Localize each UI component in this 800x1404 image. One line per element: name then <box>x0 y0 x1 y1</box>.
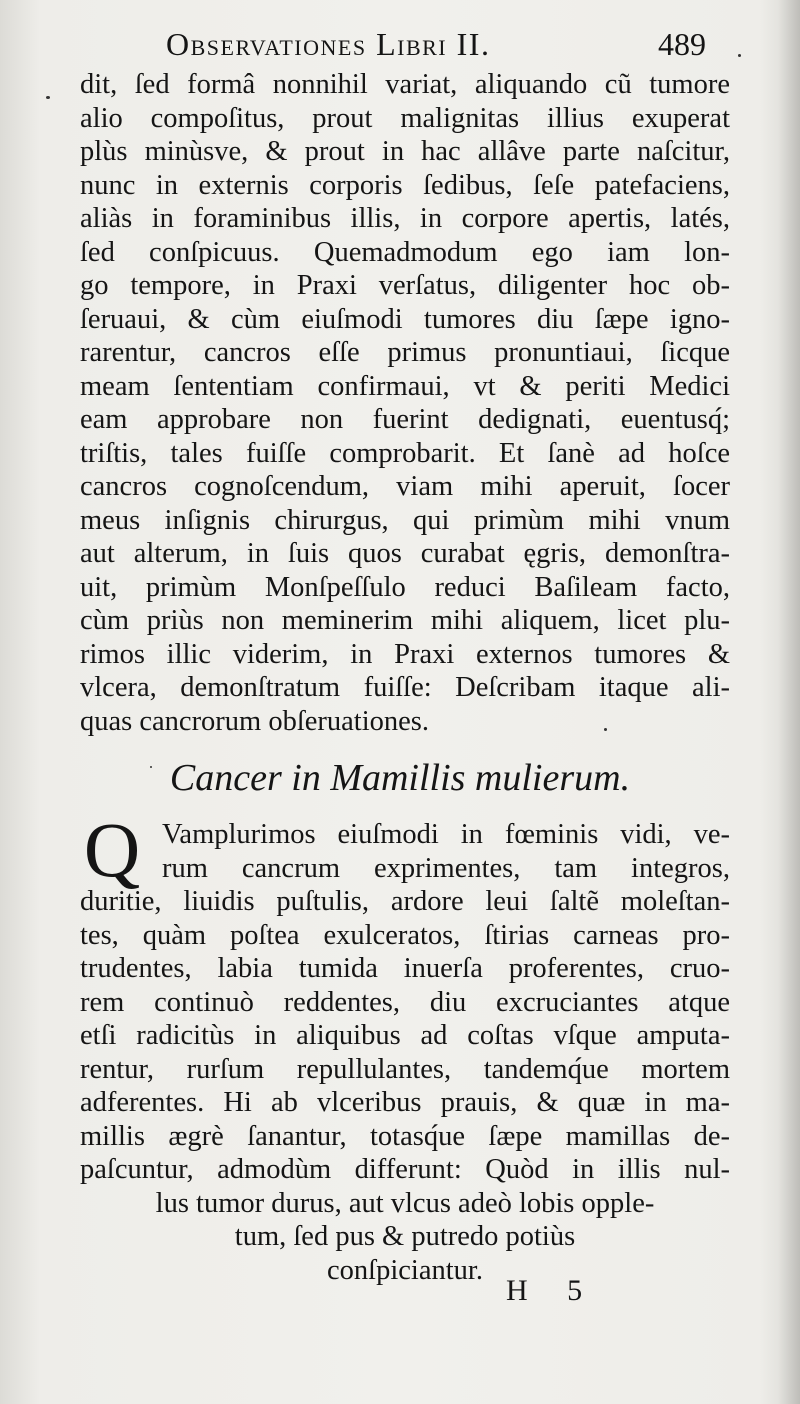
text-line: adferentes. Hi ab vlceribus prauis, & quæ in ma- <box>80 1087 730 1118</box>
text-line-centered: conſpiciantur. <box>327 1254 483 1286</box>
text-line: uit, primùm Monſpeſſulo reduci Baſileam facto, <box>80 571 730 603</box>
signature-letter: H <box>506 1274 528 1307</box>
paragraph-2 <box>80 806 730 1287</box>
text-line: millis ægrè ſanantur, totasq́ue ſæpe mamillas de- <box>80 1120 730 1152</box>
text-line-centered: tum, ſed pus & putredo potiùs <box>234 1221 576 1252</box>
signature-number: 5 <box>567 1274 583 1307</box>
text-line: quas cancrorum obſeruationes. <box>80 705 429 737</box>
page-edge-shadow <box>778 0 800 1404</box>
signature-mark <box>506 1274 582 1308</box>
ink-speck <box>46 96 50 99</box>
text-line: triſtis, tales fuiſſe comprobarit. Et ſanè ad hoſce <box>80 437 730 469</box>
text-line: alio compoſitus, prout malignitas illius exuperat <box>80 102 730 134</box>
text-line: trudentes, labia tumida inuerſa proferentes, cruo- <box>80 953 730 984</box>
paragraph-1 <box>80 68 730 738</box>
text-line: nunc in externis corporis ſedibus, ſeſe patefaciens, <box>80 169 730 201</box>
text-line-centered: lus tumor durus, aut vlcus adeò lobis opple- <box>155 1187 655 1219</box>
text-line: ſed conſpicuus. Quemadmodum ego iam lon- <box>80 236 730 268</box>
text-line: rentur, rurſum repullulantes, tandemq́ue mortem <box>80 1053 730 1085</box>
text-line: meus inſignis chirurgus, qui primùm mihi vnum <box>80 504 730 536</box>
text-line: cancros cognoſcendum, viam mihi aperuit, ſocer <box>80 471 730 502</box>
page-number: 489 <box>658 26 706 62</box>
section-heading: Cancer in Mamillis mulierum. <box>169 757 631 799</box>
ink-speck <box>604 728 607 731</box>
text-line: dit, ſed formâ nonnihil variat, aliquando cũ tumore <box>80 69 730 100</box>
text-line: plùs minùsve, & prout in hac allâve parte naſcitur, <box>80 136 730 167</box>
text-line: aliàs in foraminibus illis, in corpore apertis, latés, <box>80 203 730 234</box>
text-line: go tempore, in Praxi verſatus, diligenter hoc ob- <box>80 270 730 301</box>
text-line: vlcera, demonſtratum fuiſſe: Deſcribam itaque ali- <box>80 672 730 703</box>
page-header <box>0 22 800 66</box>
text-line: meam ſententiam confirmaui, vt & periti Medici <box>80 370 730 402</box>
text-line: paſcuntur, admodùm differunt: Quòd in illis nul- <box>80 1154 730 1185</box>
text-line: etſi radicitùs in aliquibus ad coſtas vſque amputa- <box>80 1020 730 1051</box>
text-line: rarentur, cancros eſſe primus pronuntiaui, ſicque <box>80 337 730 368</box>
text-line: aut alterum, in ſuis quos curabat ęgris, demonſtra- <box>80 538 730 569</box>
ink-speck <box>738 54 741 57</box>
text-line: duritie, liuidis puſtulis, ardore leui ſaltẽ moleſtan- <box>80 886 730 917</box>
text-line: cùm priùs non meminerim mihi aliquem, licet plu- <box>80 605 730 636</box>
ink-speck <box>150 766 152 768</box>
text-line: rimos illic viderim, in Praxi externos tumores & <box>80 638 730 670</box>
drop-cap: Q <box>83 806 141 893</box>
text-line: Vamplurimos eiuſmodi in fœminis vidi, ve- <box>162 819 730 850</box>
text-line: rum cancrum exprimentes, tam integros, <box>162 852 730 884</box>
text-line: tes, quàm poſtea exulceratos, ſtirias carneas pro- <box>80 919 730 951</box>
running-title: Observationes Libri II. <box>166 26 491 62</box>
text-line: ſeruaui, & cùm eiuſmodi tumores diu ſæpe igno- <box>80 303 730 335</box>
text-line: eam approbare non fuerint dedignati, euentusq́; <box>80 404 730 435</box>
text-line: rem continuò reddentes, diu excruciantes atque <box>80 986 730 1018</box>
